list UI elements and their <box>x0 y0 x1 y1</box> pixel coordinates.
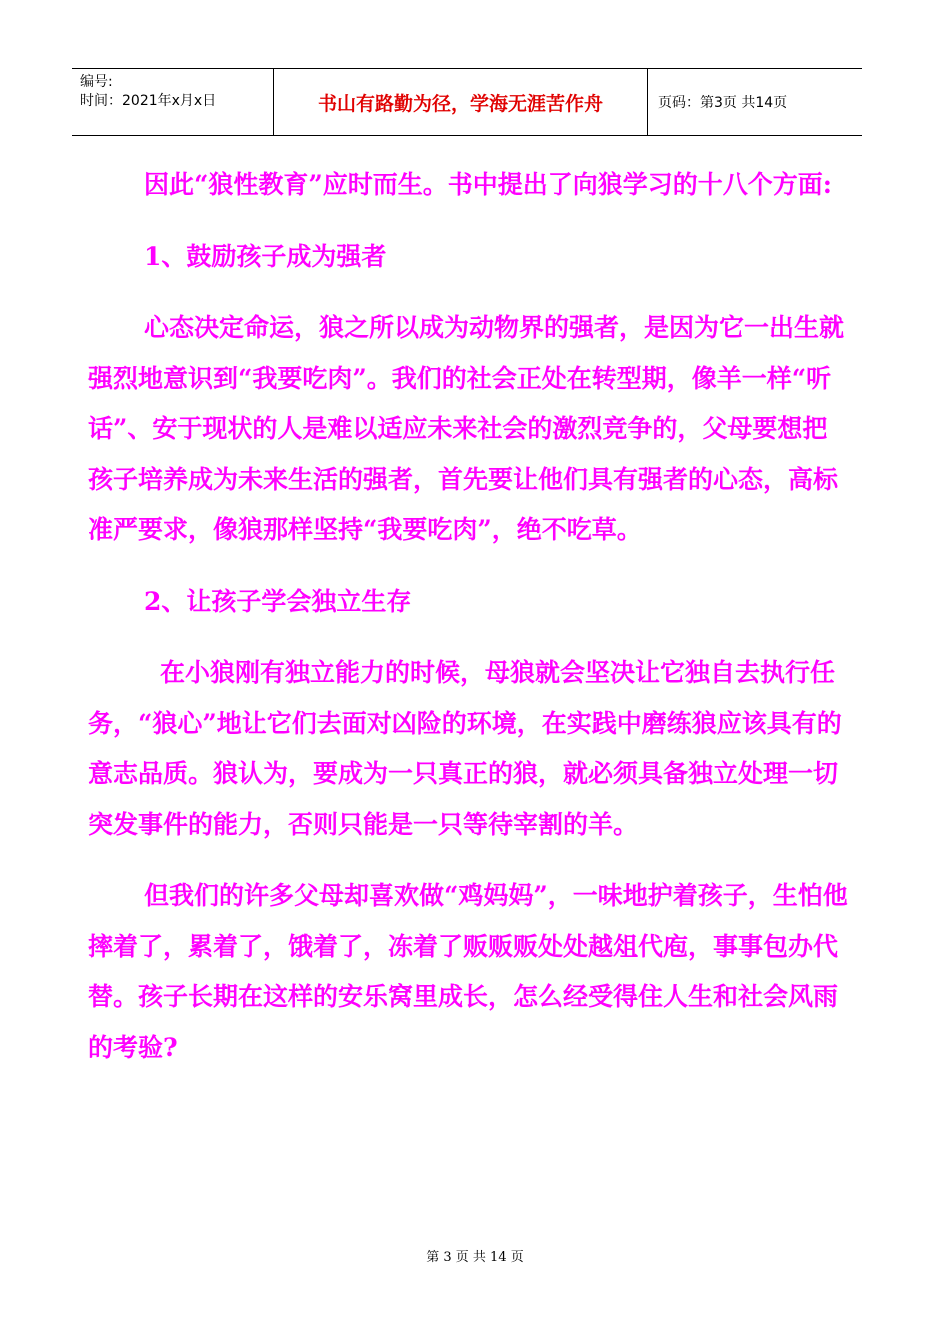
heading-2: 2、让孩子学会独立生存 <box>144 586 412 616</box>
number-label: 编号: <box>80 74 113 90</box>
paragraph-1: 心态决定命运，狼之所以成为动物界的强者，是因为它一出生就强烈地意识到“我要吃肉”。我们的社会正处在转型期，像羊一样“听话”、安于现状的人是难以适应未来社会的激烈竞争的，父母要想把孩子培养成为未来生活的强者，首先要让他们具有强者的心态，高标准严要求，像狼那样坚持“我要吃肉”，绝不吃草。 <box>88 313 845 544</box>
header-motto: 书山有路勤为径，学海无涯苦作舟 <box>274 69 648 135</box>
paragraph-intro: 因此“狼性教育”应时而生。书中提出了向狼学习的十八个方面: <box>144 170 832 199</box>
page-footer: 第 3 页 共 14 页 <box>426 1250 524 1265</box>
header-page-code: 页码：第3页 共14页 <box>658 95 788 111</box>
document-body <box>88 160 848 1073</box>
page-header <box>72 68 862 136</box>
header-meta <box>72 69 274 135</box>
paragraph-3: 但我们的许多父母却喜欢做“鸡妈妈”，一味地护着孩子，生怕他摔着了，累着了，饿着了，冻着了贩贩贩处处越俎代庖，事事包办代替。孩子长期在这样的安乐窝里成长，怎么经受得住人生和社会风雨的考验? <box>88 881 848 1062</box>
paragraph-2: 在小狼刚有独立能力的时候，母狼就会坚决让它独自去执行任务，“狼心”地让它们去面对凶险的环境，在实践中磨练狼应该具有的意志品质。狼认为，要成为一只真正的狼，就必须具备独立处理一切突发事件的能力，否则只能是一只等待宰割的羊。 <box>88 658 842 839</box>
time-label: 时间：2021年x月x日 <box>80 93 217 109</box>
heading-1: 1、鼓励孩子成为强者 <box>144 241 387 271</box>
